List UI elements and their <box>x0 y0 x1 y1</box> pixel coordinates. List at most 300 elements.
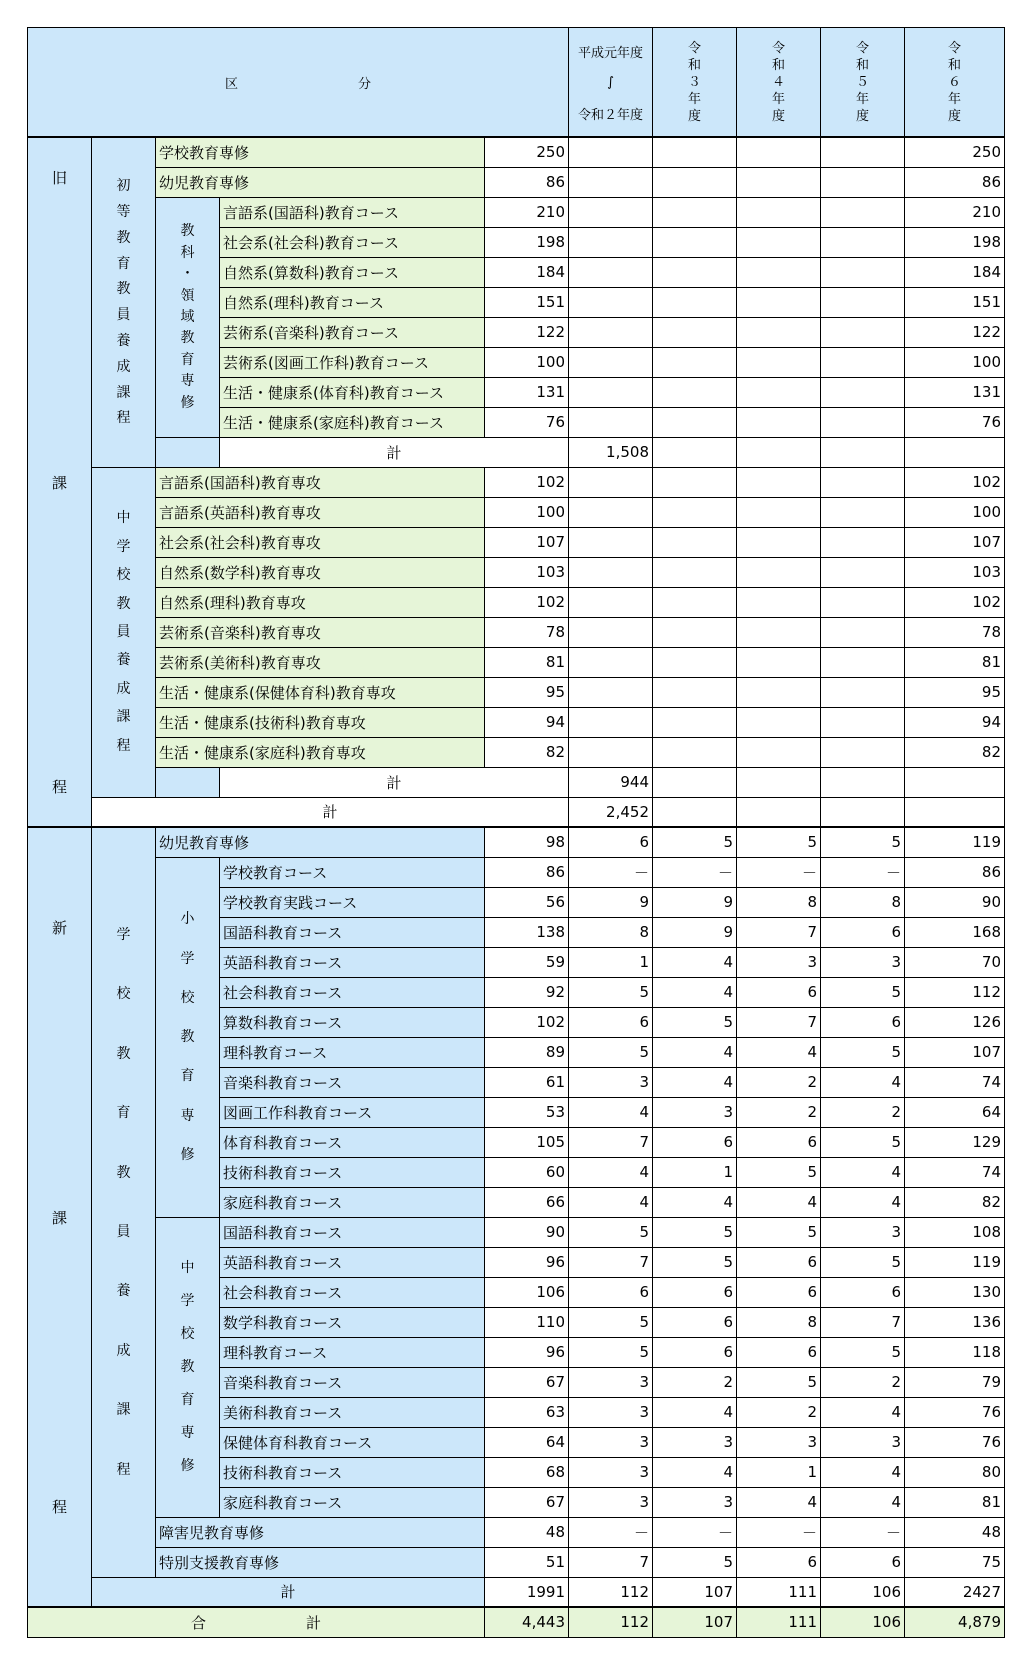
header-r6: 令和６年度 <box>905 28 1005 138</box>
vertical-char: 養 <box>116 652 131 669</box>
value-r4: 3 <box>653 1487 737 1517</box>
value-r6: 4 <box>821 1487 905 1517</box>
vertical-char: 程 <box>116 410 131 427</box>
table-row <box>28 1547 1005 1577</box>
header-r3: 令和３年度 <box>653 28 737 138</box>
value-r5: 4 <box>737 1037 821 1067</box>
empty-cell <box>653 677 737 707</box>
grand-total-label <box>28 1607 485 1637</box>
value-r6: 2 <box>821 1367 905 1397</box>
vertical-char: 成 <box>116 680 131 697</box>
value-h1-r2: 131 <box>485 377 569 407</box>
course-name: 技術科教育コース <box>220 1157 485 1187</box>
value-r3: 9 <box>569 887 653 917</box>
empty-cell <box>653 347 737 377</box>
blank-cell <box>156 437 220 467</box>
value-h1-r2: 95 <box>485 677 569 707</box>
empty-cell <box>653 587 737 617</box>
value-h1-r2: 198 <box>485 227 569 257</box>
course-name: 家庭科教育コース <box>220 1487 485 1517</box>
value-r3: 5 <box>569 1307 653 1337</box>
table-row <box>28 587 1005 617</box>
vertical-char: 修 <box>180 394 195 411</box>
empty-cell <box>653 797 737 827</box>
value-r5: 2 <box>737 1097 821 1127</box>
vertical-label-part: 程 <box>51 1498 67 1516</box>
vertical-char: 専 <box>180 1107 195 1124</box>
table-row <box>28 497 1005 527</box>
value-r5: 5 <box>737 1157 821 1187</box>
value-total: 86 <box>905 857 1005 887</box>
table-row <box>28 737 1005 767</box>
value-h1-r2: 81 <box>485 647 569 677</box>
course-name: 言語系(英語科)教育専攻 <box>156 497 485 527</box>
empty-cell <box>569 317 653 347</box>
empty-cell <box>737 617 821 647</box>
empty-cell <box>821 497 905 527</box>
value-total: 122 <box>905 317 1005 347</box>
table-row <box>28 617 1005 647</box>
course-name: 図画工作科教育コース <box>220 1097 485 1127</box>
empty-cell <box>569 527 653 557</box>
empty-cell <box>821 287 905 317</box>
value-r6: 7 <box>821 1307 905 1337</box>
empty-cell <box>821 227 905 257</box>
empty-cell <box>737 257 821 287</box>
value-h1-r2: 1,508 <box>569 437 653 467</box>
value-h1-r2: 151 <box>485 287 569 317</box>
primary-course-label <box>92 137 156 467</box>
value-h1-r2: 53 <box>485 1097 569 1127</box>
course-name: 芸術系(美術科)教育専攻 <box>156 647 485 677</box>
vertical-label-part: 程 <box>51 778 67 796</box>
course-name: 芸術系(音楽科)教育コース <box>220 317 485 347</box>
value-r3: 3 <box>569 1487 653 1517</box>
vertical-char: 員 <box>116 1223 131 1240</box>
empty-cell <box>737 377 821 407</box>
empty-cell <box>737 707 821 737</box>
subtotal-row <box>28 437 1005 467</box>
value-r4: 2 <box>653 1367 737 1397</box>
value-r4: － <box>653 857 737 887</box>
value-r4: 107 <box>653 1577 737 1607</box>
value-r4: 5 <box>653 1007 737 1037</box>
value-r5: 4 <box>737 1187 821 1217</box>
course-name: 生活・健康系(家庭科)教育専攻 <box>156 737 485 767</box>
value-total: 74 <box>905 1157 1005 1187</box>
value-h1-r2: 102 <box>485 1007 569 1037</box>
value-h1-r2: 82 <box>485 737 569 767</box>
course-name: 国語科教育コース <box>220 917 485 947</box>
value-r5: 6 <box>737 1127 821 1157</box>
vertical-char: 程 <box>116 1461 131 1478</box>
value-r3: 112 <box>569 1607 653 1637</box>
vertical-char: 養 <box>116 1283 131 1300</box>
vertical-char: 成 <box>116 358 131 375</box>
vertical-char: 成 <box>116 1342 131 1359</box>
value-r6: － <box>821 857 905 887</box>
grand-total-row <box>28 1607 1005 1637</box>
value-r4: 6 <box>653 1307 737 1337</box>
value-r5: 2 <box>737 1067 821 1097</box>
vertical-char: 領 <box>180 287 195 304</box>
value-total: 100 <box>905 347 1005 377</box>
vertical-char: 中 <box>180 1260 195 1276</box>
empty-cell <box>569 407 653 437</box>
table-row <box>28 857 1005 887</box>
value-r4: 3 <box>653 1097 737 1127</box>
vertical-char: 等 <box>116 203 131 220</box>
value-total: 76 <box>905 1427 1005 1457</box>
value-r3: 4 <box>569 1187 653 1217</box>
value-total: 82 <box>905 1187 1005 1217</box>
vertical-text <box>156 1242 219 1492</box>
value-r6: 4 <box>821 1157 905 1187</box>
value-r5: 111 <box>737 1607 821 1637</box>
value-total: 118 <box>905 1337 1005 1367</box>
empty-cell <box>821 677 905 707</box>
value-r5: － <box>737 1517 821 1547</box>
vertical-char: 校 <box>116 986 131 1003</box>
value-total: 76 <box>905 1397 1005 1427</box>
empty-cell <box>821 797 905 827</box>
value-total: 70 <box>905 947 1005 977</box>
value-total: 119 <box>905 1247 1005 1277</box>
course-name: 算数科教育コース <box>220 1007 485 1037</box>
vertical-char: 程 <box>116 737 131 754</box>
value-h1-r2: 89 <box>485 1037 569 1067</box>
value-r6: 3 <box>821 947 905 977</box>
value-h1-r2: 138 <box>485 917 569 947</box>
course-name: 保健体育科教育コース <box>220 1427 485 1457</box>
value-h1-r2: 67 <box>485 1487 569 1517</box>
course-name: 技術科教育コース <box>220 1457 485 1487</box>
empty-cell <box>821 707 905 737</box>
course-name: 学校教育実践コース <box>220 887 485 917</box>
value-r3: 7 <box>569 1247 653 1277</box>
vertical-char: 教 <box>116 1045 131 1062</box>
value-h1-r2: 51 <box>485 1547 569 1577</box>
course-name: 言語系(国語科)教育コース <box>220 197 485 227</box>
table-row <box>28 467 1005 497</box>
value-total: 102 <box>905 467 1005 497</box>
value-total: 81 <box>905 647 1005 677</box>
empty-cell <box>653 407 737 437</box>
value-r3: 5 <box>569 1337 653 1367</box>
vertical-char: 員 <box>116 307 131 324</box>
value-r3: 5 <box>569 1217 653 1247</box>
value-r3: 4 <box>569 1157 653 1187</box>
course-name: 数学科教育コース <box>220 1307 485 1337</box>
value-total: 210 <box>905 197 1005 227</box>
empty-cell <box>737 407 821 437</box>
vertical-char: 員 <box>116 623 131 640</box>
table-row <box>28 707 1005 737</box>
value-h1-r2: 122 <box>485 317 569 347</box>
course-name: 自然系(理科)教育専攻 <box>156 587 485 617</box>
empty-cell <box>821 527 905 557</box>
value-h1-r2: 86 <box>485 167 569 197</box>
vertical-char: 学 <box>116 538 131 555</box>
value-total: 82 <box>905 737 1005 767</box>
value-h1-r2: 61 <box>485 1067 569 1097</box>
value-r5: 4 <box>737 1487 821 1517</box>
value-r5: 6 <box>737 1547 821 1577</box>
course-name: 学校教育コース <box>220 857 485 887</box>
subtotal-row <box>28 767 1005 797</box>
empty-cell <box>653 527 737 557</box>
value-h1-r2: 102 <box>485 587 569 617</box>
vertical-char: 校 <box>180 989 195 1006</box>
vertical-char: 教 <box>180 1029 195 1045</box>
value-r6: 5 <box>821 1127 905 1157</box>
value-r4: 6 <box>653 1127 737 1157</box>
empty-cell <box>821 347 905 377</box>
vertical-char: 育 <box>180 1392 195 1408</box>
value-r6: 5 <box>821 827 905 857</box>
value-r4: 4 <box>653 1187 737 1217</box>
value-h1-r2: 110 <box>485 1307 569 1337</box>
vertical-char: 教 <box>116 595 131 612</box>
empty-cell <box>821 437 905 467</box>
empty-cell <box>653 317 737 347</box>
value-total: 108 <box>905 1217 1005 1247</box>
empty-cell <box>821 197 905 227</box>
value-total: 112 <box>905 977 1005 1007</box>
value-total: 130 <box>905 1277 1005 1307</box>
value-r6: 5 <box>821 977 905 1007</box>
table-row <box>28 827 1005 857</box>
vertical-char: 育 <box>180 351 195 368</box>
value-r5: － <box>737 857 821 887</box>
vertical-label-part: 課 <box>51 1208 67 1227</box>
value-r6: 4 <box>821 1067 905 1097</box>
value-r5: 3 <box>737 1427 821 1457</box>
value-h1-r2: 86 <box>485 857 569 887</box>
empty-cell <box>653 617 737 647</box>
value-r5: 1 <box>737 1457 821 1487</box>
value-r6: 6 <box>821 1547 905 1577</box>
subject-group-label <box>156 197 220 437</box>
empty-cell <box>569 347 653 377</box>
course-name: 言語系(国語科)教育専攻 <box>156 467 485 497</box>
vertical-label-part: 旧 <box>51 169 67 187</box>
value-r5: 7 <box>737 1007 821 1037</box>
vertical-char: 校 <box>116 567 131 584</box>
vertical-char: 専 <box>180 1425 195 1441</box>
course-name: 英語科教育コース <box>220 947 485 977</box>
empty-cell <box>737 557 821 587</box>
empty-cell <box>821 767 905 797</box>
value-r3: 1 <box>569 947 653 977</box>
junior-group-label <box>156 1217 220 1517</box>
empty-cell <box>653 167 737 197</box>
empty-cell <box>653 227 737 257</box>
new-course-label <box>92 827 156 1577</box>
value-h1-r2: 2,452 <box>569 797 653 827</box>
empty-cell <box>569 287 653 317</box>
value-r3: 6 <box>569 1277 653 1307</box>
value-total: 103 <box>905 557 1005 587</box>
value-h1-r2: 67 <box>485 1367 569 1397</box>
value-r4: 4 <box>653 1457 737 1487</box>
value-total: 168 <box>905 917 1005 947</box>
value-r6: 106 <box>821 1607 905 1637</box>
course-name: 理科教育コース <box>220 1037 485 1067</box>
value-r5: 7 <box>737 917 821 947</box>
empty-cell <box>821 407 905 437</box>
course-name: 芸術系(音楽科)教育専攻 <box>156 617 485 647</box>
empty-cell <box>737 497 821 527</box>
secondary-course-label <box>92 467 156 797</box>
value-r5: 5 <box>737 1217 821 1247</box>
value-total: 107 <box>905 527 1005 557</box>
value-total: 119 <box>905 827 1005 857</box>
table-row <box>28 527 1005 557</box>
vertical-char: 学 <box>180 950 195 967</box>
value-h1-r2: 63 <box>485 1397 569 1427</box>
empty-cell <box>737 767 821 797</box>
value-r4: 3 <box>653 1427 737 1457</box>
value-h1-r2: 102 <box>485 467 569 497</box>
value-total: 100 <box>905 497 1005 527</box>
course-name: 音楽科教育コース <box>220 1367 485 1397</box>
course-name: 体育科教育コース <box>220 1127 485 1157</box>
vertical-char: 教 <box>116 229 131 246</box>
value-r4: 4 <box>653 1037 737 1067</box>
vertical-text <box>92 497 155 767</box>
value-r4: 4 <box>653 1397 737 1427</box>
value-r6: 106 <box>821 1577 905 1607</box>
value-h1-r2: 48 <box>485 1517 569 1547</box>
empty-cell <box>569 497 653 527</box>
header-r5: 令和５年度 <box>821 28 905 138</box>
vertical-char: 育 <box>180 1068 195 1085</box>
empty-cell <box>653 377 737 407</box>
old-curriculum-label <box>28 137 92 827</box>
course-name: 障害児教育専修 <box>156 1517 485 1547</box>
empty-cell <box>737 227 821 257</box>
value-r3: 6 <box>569 1007 653 1037</box>
value-r3: 112 <box>569 1577 653 1607</box>
empty-cell <box>569 737 653 767</box>
value-r3: 6 <box>569 827 653 857</box>
value-total: 4,879 <box>905 1607 1005 1637</box>
empty-cell <box>821 137 905 167</box>
empty-cell <box>737 587 821 617</box>
value-r3: 5 <box>569 1037 653 1067</box>
value-h1-r2: 250 <box>485 137 569 167</box>
course-name: 生活・健康系(技術科)教育専攻 <box>156 707 485 737</box>
value-r4: － <box>653 1517 737 1547</box>
value-h1-r2: 60 <box>485 1157 569 1187</box>
value-r4: 5 <box>653 1547 737 1577</box>
grand-label-part: 合 <box>190 1613 206 1632</box>
value-h1-r2: 59 <box>485 947 569 977</box>
old-total-label: 計 <box>92 797 569 827</box>
value-total: 131 <box>905 377 1005 407</box>
value-h1-r2: 96 <box>485 1337 569 1367</box>
value-total: 107 <box>905 1037 1005 1067</box>
value-total: 198 <box>905 227 1005 257</box>
empty-cell <box>737 167 821 197</box>
value-r4: 4 <box>653 1067 737 1097</box>
value-r5: 6 <box>737 1277 821 1307</box>
value-r3: 5 <box>569 977 653 1007</box>
value-r3: － <box>569 1517 653 1547</box>
new-curriculum-label <box>28 827 92 1607</box>
empty-cell <box>653 467 737 497</box>
empty-cell <box>569 707 653 737</box>
vertical-char: 域 <box>180 308 195 325</box>
vertical-char: 修 <box>180 1146 195 1163</box>
empty-cell <box>569 197 653 227</box>
vertical-char: 育 <box>116 255 131 272</box>
vertical-char: 教 <box>180 330 195 347</box>
vertical-char: 学 <box>180 1293 195 1309</box>
vertical-char: 養 <box>116 332 131 349</box>
value-h1-r2: 210 <box>485 197 569 227</box>
value-h1-r2: 105 <box>485 1127 569 1157</box>
empty-cell <box>653 767 737 797</box>
empty-cell <box>653 437 737 467</box>
value-total: 129 <box>905 1127 1005 1157</box>
course-name: 幼児教育専修 <box>156 167 485 197</box>
vertical-char: 専 <box>180 373 195 390</box>
value-r6: 6 <box>821 1277 905 1307</box>
course-name: 美術科教育コース <box>220 1397 485 1427</box>
empty-cell <box>569 587 653 617</box>
empty-cell <box>569 557 653 587</box>
value-total: 74 <box>905 1067 1005 1097</box>
empty-cell <box>653 557 737 587</box>
value-r6: － <box>821 1517 905 1547</box>
empty-cell <box>737 467 821 497</box>
value-h1-r2: 106 <box>485 1277 569 1307</box>
value-total: 151 <box>905 287 1005 317</box>
value-r3: 3 <box>569 1067 653 1097</box>
value-r5: 5 <box>737 827 821 857</box>
value-h1-r2: 92 <box>485 977 569 1007</box>
value-h1-r2: 66 <box>485 1187 569 1217</box>
empty-cell <box>821 617 905 647</box>
vertical-char: 課 <box>116 709 131 726</box>
value-r5: 2 <box>737 1397 821 1427</box>
empty-cell <box>737 647 821 677</box>
empty-cell <box>821 737 905 767</box>
empty-cell <box>821 317 905 347</box>
value-total: 48 <box>905 1517 1005 1547</box>
new-subtotal-row <box>28 1577 1005 1607</box>
value-total: 95 <box>905 677 1005 707</box>
vertical-char: 学 <box>116 926 131 943</box>
vertical-char: 課 <box>116 384 131 401</box>
value-h1-r2: 100 <box>485 347 569 377</box>
value-total: 81 <box>905 1487 1005 1517</box>
empty-cell <box>821 167 905 197</box>
course-name: 幼児教育専修 <box>156 827 485 857</box>
empty-cell <box>737 287 821 317</box>
subtotal-label: 計 <box>220 437 569 467</box>
value-total: 184 <box>905 257 1005 287</box>
value-r4: 1 <box>653 1157 737 1187</box>
value-r6: 3 <box>821 1217 905 1247</box>
value-r6: 2 <box>821 1097 905 1127</box>
value-r5: 6 <box>737 977 821 1007</box>
value-h1-r2: 944 <box>569 767 653 797</box>
course-name: 生活・健康系(家庭科)教育コース <box>220 407 485 437</box>
value-r4: 9 <box>653 917 737 947</box>
